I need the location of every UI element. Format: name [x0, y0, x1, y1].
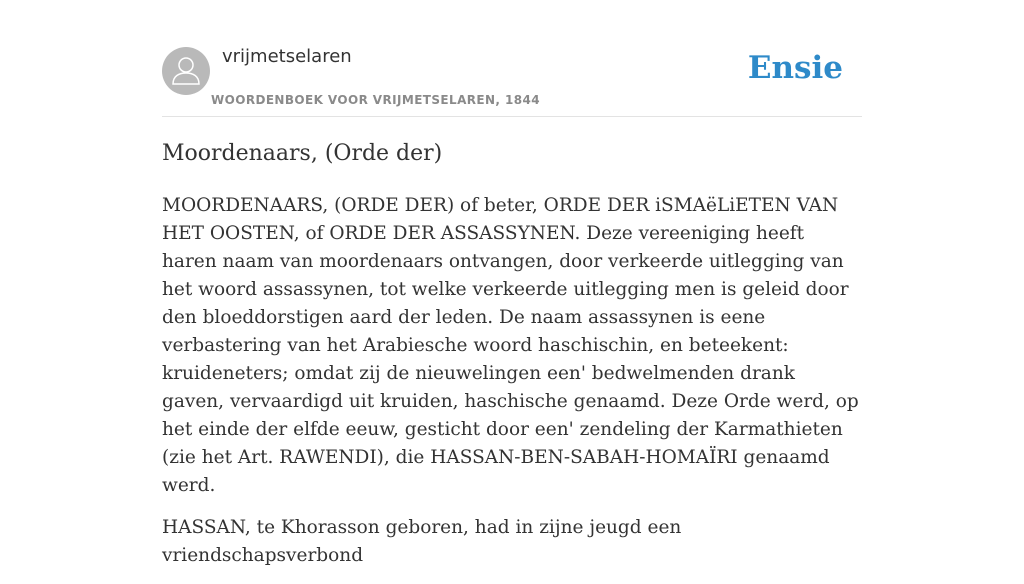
article-header: [162, 0, 862, 117]
page-title: Moordenaars, (Orde der): [162, 141, 443, 166]
paragraph: HASSAN, te Khorasson geboren, had in zijne jeugd een vriendschapsverbond: [162, 517, 682, 566]
user-icon: [162, 47, 210, 95]
ensie-logo[interactable]: Ensie: [747, 50, 843, 86]
paragraph: MOORDENAARS, (ORDE DER) of beter, ORDE DER iSMAëLiETEN VAN HET OOSTEN, of ORDE DER ASSASSYNEN. Deze vereeniging heeft haren naam van moordenaars ontvangen, door verkeerde uitlegging van het woord assassynen, tot welke verkeerde uitlegging men is geleid door den bloeddorstigen aard der leden. De naam assassynen is eene verbastering van het Arabiesche woord haschischin, en beteekent: kruideneters; omdat zij de nieuwelingen een' bedwelmenden drank gaven, vervaardigd uit kruiden, haschische genaamd. Deze Orde werd, op het einde der elfde eeuw, gesticht door een' zendeling der Karmathieten (zie het Art. RAWENDI), die HASSAN-BEN-SABAH-HOMAÏRI genaamd werd.: [162, 195, 859, 496]
article-body: [162, 192, 862, 584]
page-container: [162, 0, 862, 566]
source-link[interactable]: WOORDENBOEK VOOR VRIJMETSELAREN, 1844: [211, 93, 540, 107]
author-link[interactable]: vrijmetselaren: [222, 46, 352, 67]
avatar[interactable]: [162, 47, 210, 95]
